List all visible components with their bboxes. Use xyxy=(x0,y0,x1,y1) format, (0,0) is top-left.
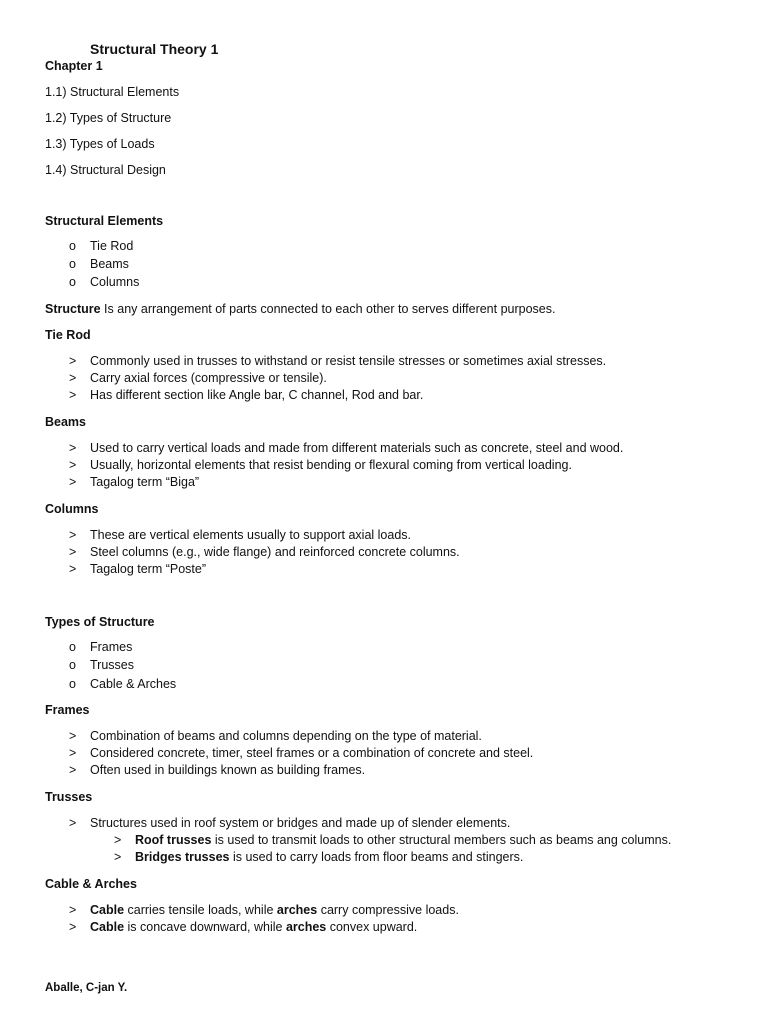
section-heading: Beams xyxy=(45,415,86,429)
list-item: Considered concrete, timer, steel frames or a combination of concrete and steel. xyxy=(90,746,534,760)
bullet-circle-icon: o xyxy=(69,239,76,253)
bullet-arrow-icon: > xyxy=(69,371,77,385)
toc-item: 1.4) Structural Design xyxy=(45,163,166,177)
structure-definition xyxy=(45,303,555,316)
bullet-circle-icon: o xyxy=(69,275,76,289)
bullet-arrow-icon: > xyxy=(69,920,77,934)
text-segment: carries tensile loads, while xyxy=(124,903,277,917)
author-name: Aballe, C-jan Y. xyxy=(45,982,128,994)
document-title: Structural Theory 1 xyxy=(90,41,219,57)
bullet-circle-icon: o xyxy=(69,658,76,672)
bullet-arrow-icon: > xyxy=(69,458,77,472)
structure-text: Is any arrangement of parts connected to each other to serves different purposes. xyxy=(100,302,556,316)
list-item xyxy=(90,921,417,934)
sub-item-text: is used to transmit loads to other structural members such as beams ang columns. xyxy=(211,833,672,847)
section-heading: Structural Elements xyxy=(45,214,164,228)
list-item: Often used in buildings known as building frames. xyxy=(90,763,366,777)
structure-term: Structure xyxy=(45,302,101,316)
bullet-arrow-icon: > xyxy=(69,746,77,760)
list-item: Used to carry vertical loads and made from different materials such as concrete, steel and wood. xyxy=(90,441,624,455)
sub-list-item xyxy=(135,834,671,847)
list-item: Structures used in roof system or bridges and made up of slender elements. xyxy=(90,816,511,830)
bullet-circle-icon: o xyxy=(69,257,76,271)
list-item: Tagalog term “Poste” xyxy=(90,562,207,576)
toc-item: 1.3) Types of Loads xyxy=(45,137,155,151)
bullet-arrow-icon: > xyxy=(69,545,77,559)
bullet-circle-icon: o xyxy=(69,640,76,654)
bullet-arrow-icon: > xyxy=(69,903,77,917)
toc-item: 1.1) Structural Elements xyxy=(45,85,180,99)
list-item: These are vertical elements usually to support axial loads. xyxy=(90,528,411,542)
bullet-arrow-icon: > xyxy=(69,441,77,455)
list-item: Beams xyxy=(90,257,129,271)
text-segment: is concave downward, while xyxy=(124,920,286,934)
list-item: Usually, horizontal elements that resist bending or flexural coming from vertical loading. xyxy=(90,458,572,472)
section-heading: Frames xyxy=(45,703,90,717)
section-heading: Cable & Arches xyxy=(45,877,137,891)
toc-item: 1.2) Types of Structure xyxy=(45,111,172,125)
sub-item-term: Roof trusses xyxy=(135,833,212,847)
sub-item-term: Bridges trusses xyxy=(135,850,230,864)
bullet-circle-icon: o xyxy=(69,677,76,691)
term-cable: Cable xyxy=(90,920,125,934)
section-heading: Columns xyxy=(45,502,99,516)
section-heading: Trusses xyxy=(45,790,93,804)
bullet-arrow-icon: > xyxy=(69,763,77,777)
bullet-arrow-icon: > xyxy=(69,388,77,402)
sub-list-item xyxy=(135,851,523,864)
list-item: Columns xyxy=(90,275,140,289)
chapter-label: Chapter 1 xyxy=(45,59,103,73)
bullet-arrow-icon: > xyxy=(69,816,77,830)
list-item: Frames xyxy=(90,640,133,654)
list-item: Steel columns (e.g., wide flange) and reinforced concrete columns. xyxy=(90,545,460,559)
list-item xyxy=(90,904,459,917)
sub-item-text: is used to carry loads from floor beams and stingers. xyxy=(229,850,524,864)
list-item: Combination of beams and columns depending on the type of material. xyxy=(90,729,482,743)
text-segment: carry compressive loads. xyxy=(317,903,459,917)
list-item: Trusses xyxy=(90,658,134,672)
list-item: Has different section like Angle bar, C channel, Rod and bar. xyxy=(90,388,424,402)
term-arches: arches xyxy=(285,920,327,934)
bullet-arrow-icon: > xyxy=(69,729,77,743)
term-arches: arches xyxy=(276,903,318,917)
list-item: Carry axial forces (compressive or tensile). xyxy=(90,371,327,385)
list-item: Tagalog term “Biga” xyxy=(90,475,200,489)
section-heading: Types of Structure xyxy=(45,615,155,629)
bullet-arrow-icon: > xyxy=(69,354,77,368)
term-cable: Cable xyxy=(90,903,125,917)
text-segment: convex upward. xyxy=(326,920,418,934)
section-heading: Tie Rod xyxy=(45,328,91,342)
list-item: Commonly used in trusses to withstand or resist tensile stresses or sometimes axial stresses. xyxy=(90,354,607,368)
bullet-arrow-icon: > xyxy=(114,833,122,847)
bullet-arrow-icon: > xyxy=(69,562,77,576)
bullet-arrow-icon: > xyxy=(114,850,122,864)
list-item: Cable & Arches xyxy=(90,677,177,691)
list-item: Tie Rod xyxy=(90,239,134,253)
bullet-arrow-icon: > xyxy=(69,528,77,542)
bullet-arrow-icon: > xyxy=(69,475,77,489)
